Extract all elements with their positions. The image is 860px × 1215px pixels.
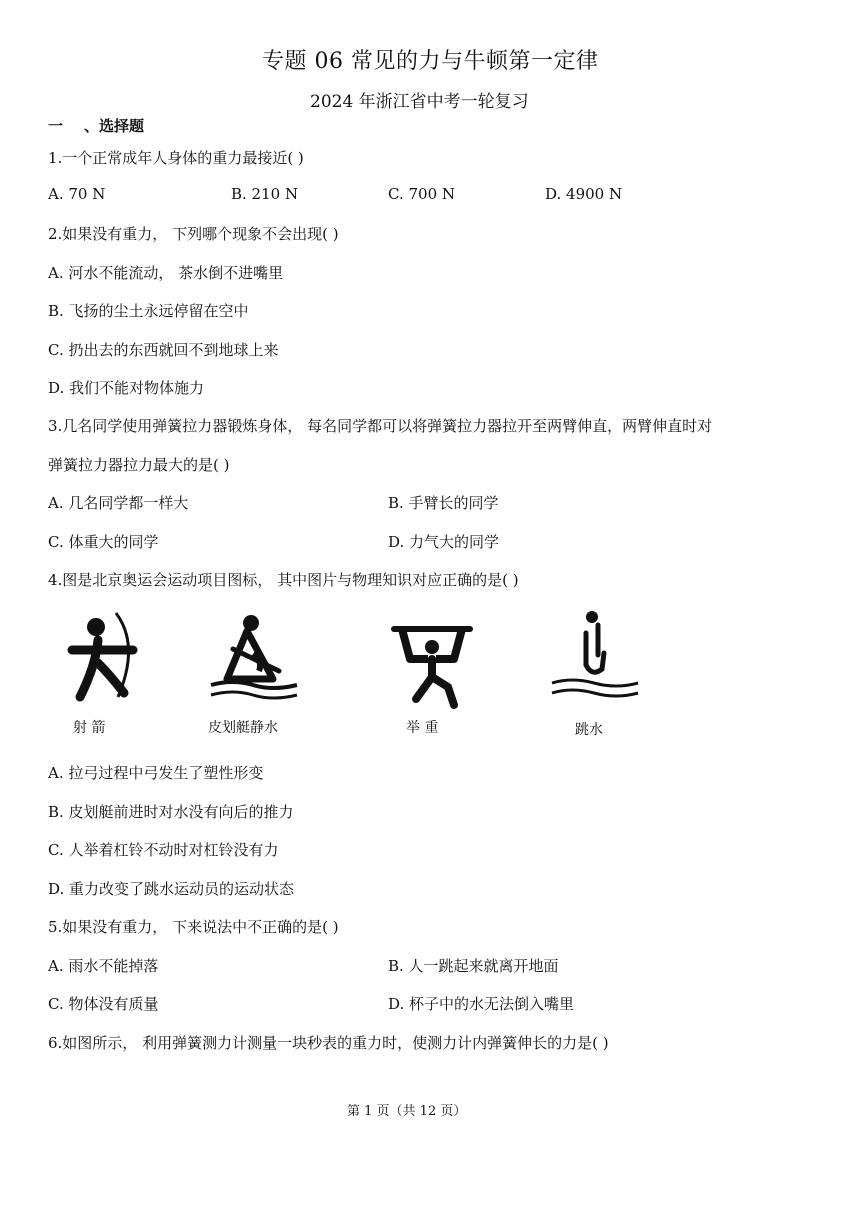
question-2-option-a: A. 河水不能流动， 茶水倒不进嘴里 (48, 264, 284, 282)
weightlifting-pictogram-icon (388, 617, 478, 712)
caption-weightlifting: 举 重 (406, 720, 439, 736)
question-5-option-b: B. 人一跳起来就离开地面 (388, 957, 559, 975)
page-subtitle: 2024 年浙江省中考一轮复习 (310, 92, 529, 112)
question-4-option-c: C. 人举着杠铃不动时对杠铃没有力 (48, 841, 279, 859)
question-4-stem: 4.图是北京奥运会运动项目图标， 其中图片与物理知识对应正确的是( ) (48, 571, 519, 589)
question-1-option-b: B. 210 N (231, 185, 299, 203)
question-3-option-d: D. 力气大的同学 (388, 533, 500, 551)
question-3-option-b: B. 手臂长的同学 (388, 494, 499, 512)
question-4-option-b: B. 皮划艇前进时对水没有向后的推力 (48, 803, 294, 821)
question-1-option-a: A. 70 N (48, 185, 106, 203)
question-2-option-c: C. 扔出去的东西就回不到地球上来 (48, 341, 279, 359)
question-2-option-b: B. 飞扬的尘土永远停留在空中 (48, 302, 249, 320)
question-5-option-d: D. 杯子中的水无法倒入嘴里 (388, 995, 575, 1013)
diving-pictogram-icon (548, 607, 643, 715)
section-label: 、选择题 (84, 117, 145, 135)
question-1-stem: 1.一个正常成年人身体的重力最接近( ) (48, 149, 304, 167)
question-3-stem-line2: 弹簧拉力器拉力最大的是( ) (48, 456, 230, 474)
question-4-option-d: D. 重力改变了跳水运动员的运动状态 (48, 880, 295, 898)
archery-pictogram-icon (58, 605, 148, 710)
section-number: 一 (48, 117, 64, 135)
question-1-option-c: C. 700 N (388, 185, 456, 203)
olympic-pictograms-figure (48, 605, 648, 745)
caption-diving: 跳水 (575, 722, 603, 738)
question-4-option-a: A. 拉弓过程中弓发生了塑性形变 (48, 764, 264, 782)
page-title: 专题 06 常见的力与牛顿第一定律 (262, 49, 599, 74)
question-5-stem: 5.如果没有重力， 下来说法中不正确的是( ) (48, 918, 339, 936)
question-3-option-c: C. 体重大的同学 (48, 533, 159, 551)
question-3-option-a: A. 几名同学都一样大 (48, 494, 189, 512)
caption-kayak: 皮划艇静水 (208, 720, 278, 736)
page-number-footer: 第 1 页（共 12 页） (347, 1104, 467, 1119)
question-3-stem-line1: 3.几名同学使用弹簧拉力器锻炼身体， 每名同学都可以将弹簧拉力器拉开至两臂伸直，两臂伸直时对 (48, 417, 713, 435)
question-5-option-a: A. 雨水不能掉落 (48, 957, 159, 975)
question-5-option-c: C. 物体没有质量 (48, 995, 159, 1013)
question-2-option-d: D. 我们不能对物体施力 (48, 379, 205, 397)
question-2-stem: 2.如果没有重力， 下列哪个现象不会出现( ) (48, 225, 339, 243)
kayak-pictogram-icon (203, 609, 303, 709)
caption-archery: 射 箭 (73, 720, 106, 736)
question-6-stem: 6.如图所示， 利用弹簧测力计测量一块秒表的重力时，使测力计内弹簧伸长的力是( ) (48, 1034, 609, 1052)
question-1-option-d: D. 4900 N (545, 185, 623, 203)
